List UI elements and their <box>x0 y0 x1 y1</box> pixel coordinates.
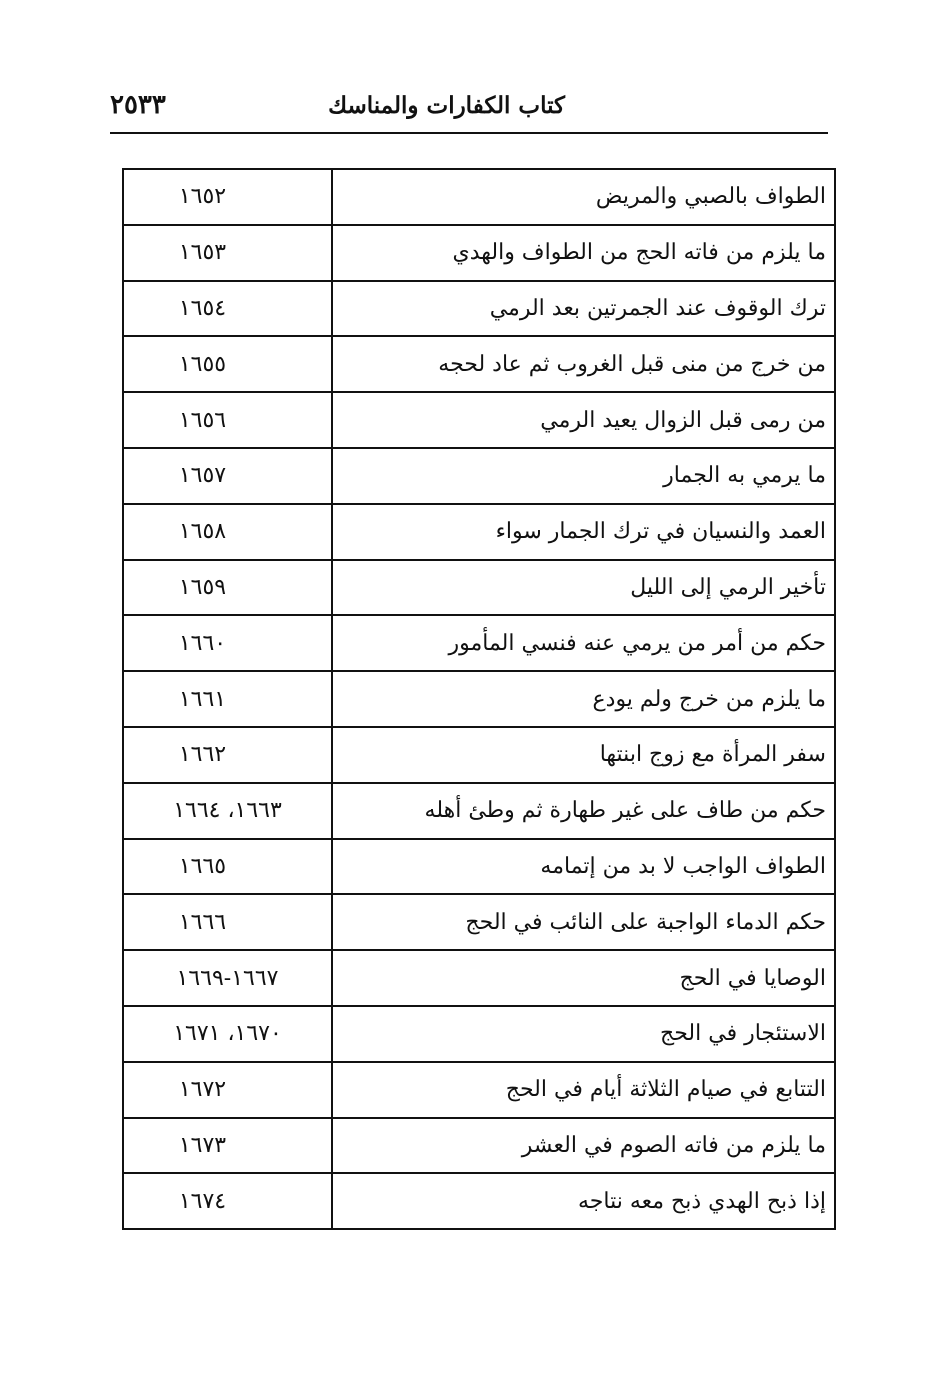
topic-cell: تأخير الرمي إلى الليل <box>332 560 835 616</box>
topic-cell: إذا ذبح الهدي ذبح معه نتاجه <box>332 1173 835 1229</box>
table-row <box>123 839 835 895</box>
table-row <box>123 225 835 281</box>
page-ref: ١٦٧٣ <box>178 1132 227 1158</box>
table-row <box>123 783 835 839</box>
page-ref: ١٦٧٢ <box>178 1077 227 1103</box>
table-row <box>123 504 835 560</box>
table-row <box>123 1173 835 1229</box>
table-row <box>123 281 835 337</box>
header-title: كتاب الكفارات والمناسك <box>328 92 565 119</box>
table-row <box>123 448 835 504</box>
topic-cell: الطواف بالصبي والمريض <box>332 169 835 225</box>
topic-cell: حكم من طاف على غير طهارة ثم وطئ أهله <box>332 783 835 839</box>
page-ref-cell <box>123 169 332 225</box>
table-row <box>123 671 835 727</box>
page-ref: ١٦٦١ <box>178 686 227 712</box>
topic-cell: ما يلزم من فاته الحج من الطواف والهدي <box>332 225 835 281</box>
page-ref-cell <box>123 560 332 616</box>
page-ref-cell <box>123 894 332 950</box>
table-row <box>123 392 835 448</box>
page-ref: ١٦٥٤ <box>178 295 227 321</box>
topic-cell: حكم الدماء الواجبة على النائب في الحج <box>332 894 835 950</box>
topic-cell: سفر المرأة مع زوج ابنتها <box>332 727 835 783</box>
header-rule <box>110 132 828 134</box>
page-ref-cell <box>123 281 332 337</box>
page-ref: ١٦٦٢ <box>178 742 227 768</box>
topic-cell: ما يلزم من فاته الصوم في العشر <box>332 1118 835 1174</box>
page-ref: ١٦٥٩ <box>178 574 227 600</box>
page-ref: ١٦٥٣ <box>178 240 227 266</box>
page-ref: ١٦٥٨ <box>178 519 227 545</box>
topic-cell: ما يلزم من خرج ولم يودع <box>332 671 835 727</box>
page-ref-cell <box>123 1006 332 1062</box>
page-number: ٢٥٣٣ <box>110 90 166 120</box>
table-row <box>123 1062 835 1118</box>
page-ref-cell <box>123 225 332 281</box>
page-ref-cell <box>123 336 332 392</box>
table-row <box>123 336 835 392</box>
page-ref: ١٦٦٧-١٦٦٩ <box>176 965 279 991</box>
topic-cell: الطواف الواجب لا بد من إتمامه <box>332 839 835 895</box>
page-ref-cell <box>123 615 332 671</box>
page-ref: ١٦٦٥ <box>178 853 227 879</box>
topic-cell: العمد والنسيان في ترك الجمار سواء <box>332 504 835 560</box>
page-ref-cell <box>123 671 332 727</box>
page-ref-cell <box>123 504 332 560</box>
page-ref-cell <box>123 1062 332 1118</box>
page-ref-cell <box>123 783 332 839</box>
page-ref: ١٦٥٢ <box>178 184 227 210</box>
page-ref: ١٦٥٧ <box>178 463 227 489</box>
page-ref: ١٦٧٤ <box>178 1188 227 1214</box>
table-row <box>123 560 835 616</box>
topic-cell: ما يرمي به الجمار <box>332 448 835 504</box>
table-row <box>123 615 835 671</box>
page-ref: ١٦٦٠ <box>178 630 227 656</box>
page-ref-cell <box>123 839 332 895</box>
topic-cell: من رمى قبل الزوال يعيد الرمي <box>332 392 835 448</box>
topic-cell: الاستئجار في الحج <box>332 1006 835 1062</box>
topic-cell: حكم من أمر من يرمي عنه فنسي المأمور <box>332 615 835 671</box>
table-row <box>123 894 835 950</box>
page-ref-cell <box>123 448 332 504</box>
page-ref-cell <box>123 1118 332 1174</box>
topic-cell: ترك الوقوف عند الجمرتين بعد الرمي <box>332 281 835 337</box>
page-ref: ١٦٦٣، ١٦٦٤ <box>173 798 282 824</box>
page-ref: ١٦٧٠، ١٦٧١ <box>173 1021 282 1047</box>
page-ref-cell <box>123 950 332 1006</box>
index-table <box>122 168 836 1230</box>
topic-cell: من خرج من منى قبل الغروب ثم عاد لحجه <box>332 336 835 392</box>
page-ref: ١٦٥٥ <box>178 351 227 377</box>
page-ref-cell <box>123 392 332 448</box>
topic-cell: التتابع في صيام الثلاثة أيام في الحج <box>332 1062 835 1118</box>
page-header <box>110 88 827 132</box>
page-ref: ١٦٦٦ <box>178 909 227 935</box>
table-row <box>123 1006 835 1062</box>
table-row <box>123 727 835 783</box>
page-ref: ١٦٥٦ <box>178 407 227 433</box>
table-row <box>123 1118 835 1174</box>
page-ref-cell <box>123 1173 332 1229</box>
page-ref-cell <box>123 727 332 783</box>
topic-cell: الوصايا في الحج <box>332 950 835 1006</box>
table-row <box>123 169 835 225</box>
table-row <box>123 950 835 1006</box>
